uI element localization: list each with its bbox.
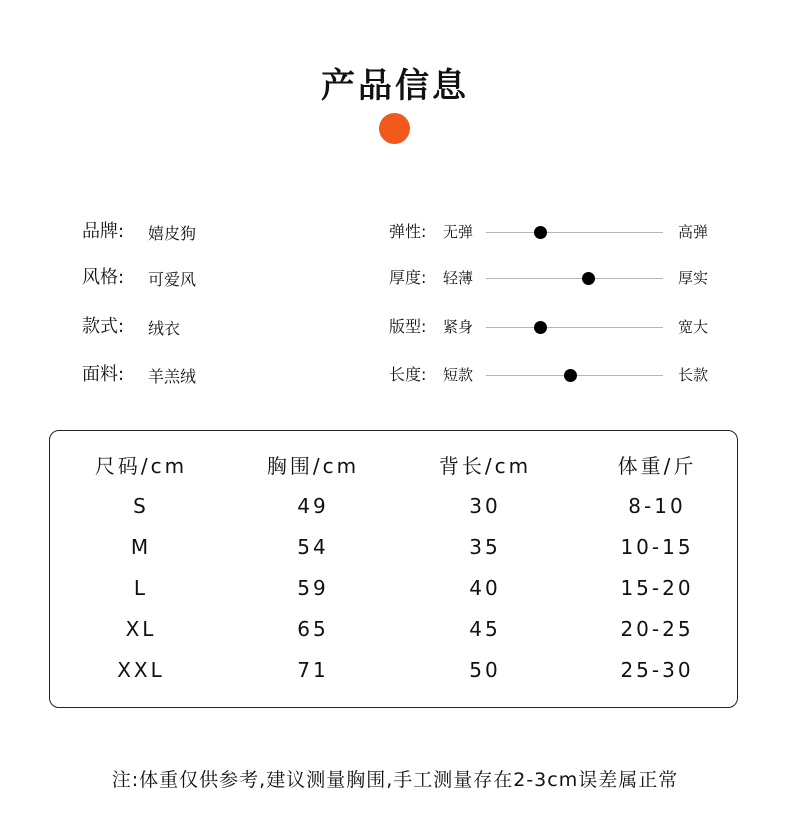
table-cell: XL — [125, 617, 157, 641]
size-table — [49, 430, 738, 708]
info-row-cut — [0, 312, 790, 342]
info-label: 款式: — [82, 316, 125, 337]
info-label: 风格: — [82, 267, 125, 288]
slider-knob — [564, 369, 577, 382]
accent-dot — [379, 113, 410, 144]
table-cell: 8-10 — [628, 494, 686, 518]
footnote: 注:体重仅供参考,建议测量胸围,手工测量存在2-3cm误差属正常 — [111, 769, 679, 791]
slider-max-label: 高弹 — [678, 223, 709, 241]
table-cell: 25-30 — [620, 658, 694, 682]
table-cell: 20-25 — [620, 617, 694, 641]
table-cell: 15-20 — [620, 576, 694, 600]
page-title: 产品信息 — [321, 66, 469, 106]
table-cell: S — [133, 494, 149, 518]
table-header: 胸围/cm — [266, 454, 360, 478]
table-cell: L — [133, 576, 149, 600]
slider-knob — [534, 226, 547, 239]
slider-min-label: 短款 — [443, 366, 474, 384]
slider-track — [486, 232, 663, 233]
slider-min-label: 紧身 — [443, 318, 474, 336]
table-cell: 49 — [297, 494, 329, 518]
info-value: 绒衣 — [148, 319, 181, 338]
slider-knob — [534, 321, 547, 334]
slider-max-label: 厚实 — [678, 269, 709, 287]
table-cell: M — [130, 535, 152, 559]
slider-label: 厚度: — [389, 268, 427, 287]
info-row-brand — [0, 217, 790, 247]
table-cell: 71 — [297, 658, 329, 682]
info-row-style — [0, 263, 790, 293]
slider-min-label: 无弹 — [443, 223, 474, 241]
table-cell: 10-15 — [620, 535, 694, 559]
table-cell: 30 — [469, 494, 501, 518]
info-value: 可爱风 — [148, 270, 197, 289]
slider-track — [486, 375, 663, 376]
table-cell: XXL — [117, 658, 165, 682]
slider-max-label: 长款 — [678, 366, 709, 384]
table-cell: 65 — [297, 617, 329, 641]
slider-label: 版型: — [389, 317, 427, 336]
info-value: 羊羔绒 — [148, 367, 197, 386]
table-header: 尺码/cm — [94, 454, 188, 478]
table-cell: 35 — [469, 535, 501, 559]
info-label: 品牌: — [82, 221, 125, 242]
info-row-fabric — [0, 360, 790, 390]
slider-min-label: 轻薄 — [443, 269, 474, 287]
slider-track — [486, 327, 663, 328]
slider-knob — [582, 272, 595, 285]
table-header: 背长/cm — [438, 454, 532, 478]
table-cell: 59 — [297, 576, 329, 600]
slider-label: 弹性: — [389, 222, 427, 241]
table-cell: 54 — [297, 535, 329, 559]
table-header: 体重/斤 — [617, 454, 697, 478]
slider-max-label: 宽大 — [678, 318, 709, 336]
info-label: 面料: — [82, 364, 125, 385]
slider-label: 长度: — [389, 365, 427, 384]
slider-track — [486, 278, 663, 279]
table-cell: 50 — [469, 658, 501, 682]
table-cell: 45 — [469, 617, 501, 641]
table-cell: 40 — [469, 576, 501, 600]
info-value: 嬉皮狗 — [148, 224, 197, 243]
